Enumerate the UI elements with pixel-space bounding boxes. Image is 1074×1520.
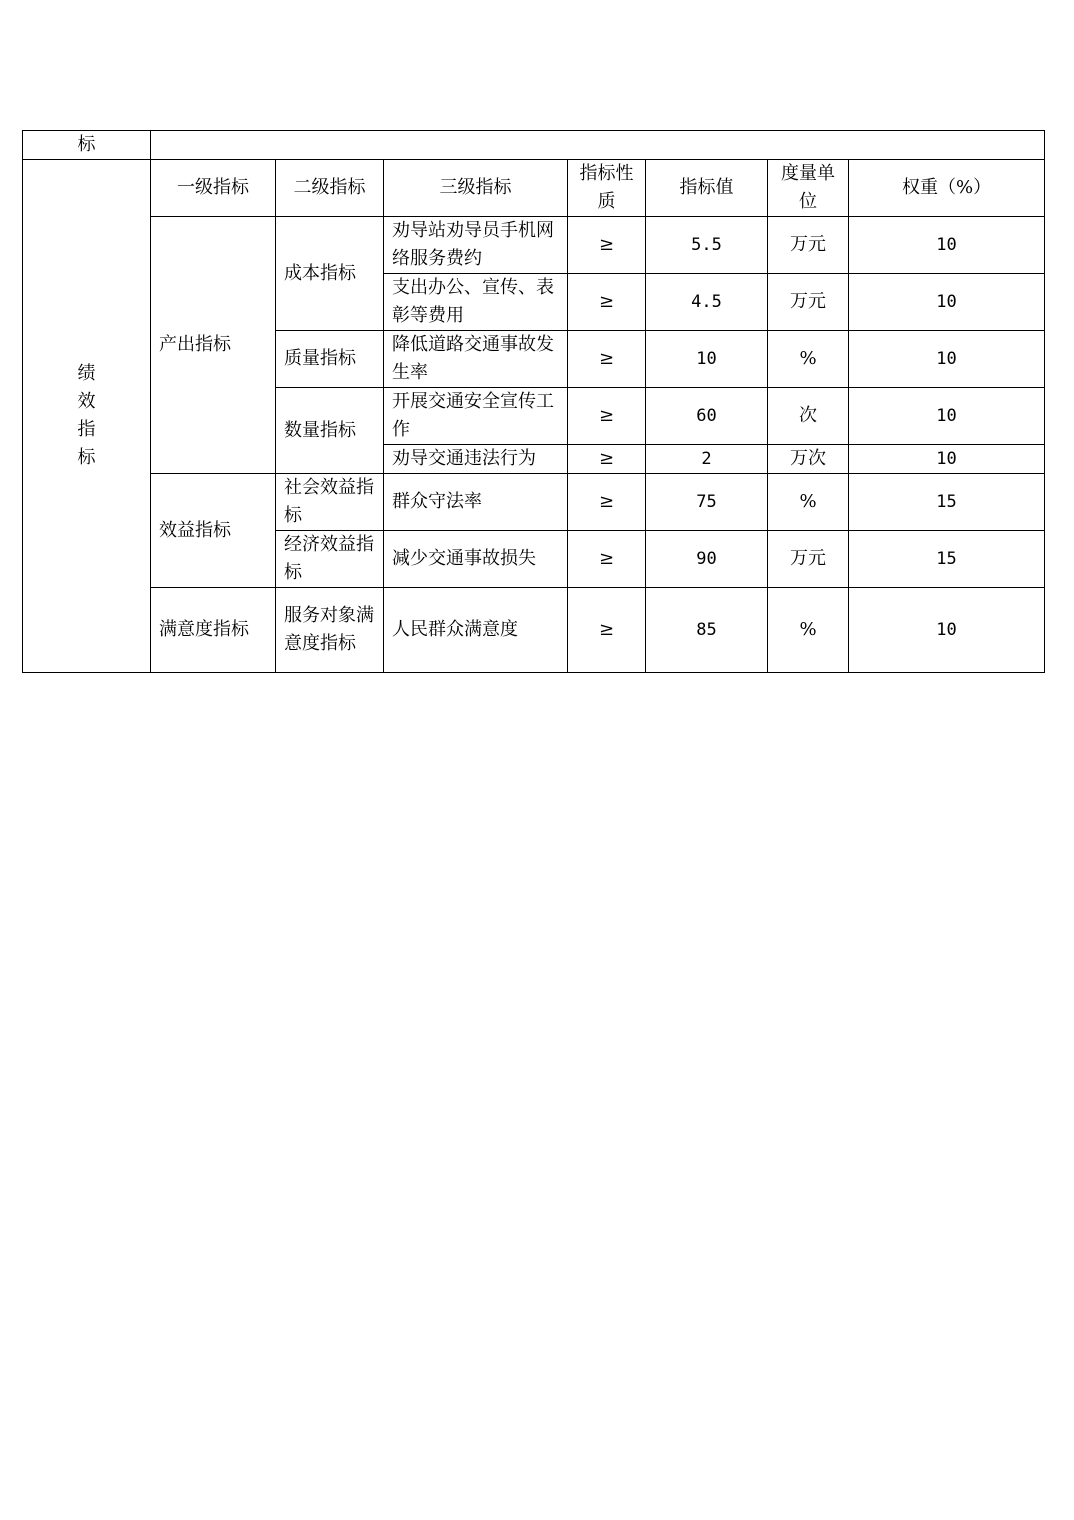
header-level2: 二级指标 xyxy=(276,160,384,217)
value-cell: 75 xyxy=(646,474,768,531)
indicator-cell: 降低道路交通事故发生率 xyxy=(384,331,568,388)
nature-cell: ≥ xyxy=(568,588,646,673)
subgroup-economic: 经济效益指标 xyxy=(276,531,384,588)
nature-cell: ≥ xyxy=(568,274,646,331)
performance-indicator-table xyxy=(22,130,1045,673)
weight-cell: 15 xyxy=(849,474,1045,531)
header-value: 指标值 xyxy=(646,160,768,217)
subgroup-service: 服务对象满意度指标 xyxy=(276,588,384,673)
section-label xyxy=(23,160,151,673)
header-level3: 三级指标 xyxy=(384,160,568,217)
weight-cell: 10 xyxy=(849,331,1045,388)
header-unit: 度量单位 xyxy=(768,160,849,217)
unit-cell: % xyxy=(768,331,849,388)
unit-cell: 次 xyxy=(768,388,849,445)
group-satisfaction: 满意度指标 xyxy=(151,588,276,673)
value-cell: 10 xyxy=(646,331,768,388)
unit-cell: % xyxy=(768,474,849,531)
nature-cell: ≥ xyxy=(568,217,646,274)
nature-cell: ≥ xyxy=(568,531,646,588)
unit-cell: 万次 xyxy=(768,445,849,474)
indicator-cell: 人民群众满意度 xyxy=(384,588,568,673)
indicator-cell: 支出办公、宣传、表彰等费用 xyxy=(384,274,568,331)
value-cell: 2 xyxy=(646,445,768,474)
value-cell: 4.5 xyxy=(646,274,768,331)
subgroup-cost: 成本指标 xyxy=(276,217,384,331)
group-benefit: 效益指标 xyxy=(151,474,276,588)
weight-cell: 10 xyxy=(849,217,1045,274)
weight-cell: 10 xyxy=(849,445,1045,474)
weight-cell: 10 xyxy=(849,388,1045,445)
nature-cell: ≥ xyxy=(568,474,646,531)
indicator-cell: 群众守法率 xyxy=(384,474,568,531)
subgroup-social: 社会效益指标 xyxy=(276,474,384,531)
table-row xyxy=(23,588,1045,673)
table-row xyxy=(23,217,1045,274)
indicator-cell: 开展交通安全宣传工作 xyxy=(384,388,568,445)
weight-cell: 15 xyxy=(849,531,1045,588)
unit-cell: 万元 xyxy=(768,531,849,588)
subgroup-quality: 质量指标 xyxy=(276,331,384,388)
header-weight: 权重（%） xyxy=(849,160,1045,217)
nature-cell: ≥ xyxy=(568,331,646,388)
section-label-char: 指 xyxy=(77,419,96,440)
nature-cell: ≥ xyxy=(568,388,646,445)
section-label-char: 绩 xyxy=(77,363,96,384)
header-nature: 指标性质 xyxy=(568,160,646,217)
group-output: 产出指标 xyxy=(151,217,276,474)
section-label-char: 效 xyxy=(77,391,96,412)
indicator-cell: 减少交通事故损失 xyxy=(384,531,568,588)
value-cell: 5.5 xyxy=(646,217,768,274)
table-row xyxy=(23,131,1045,160)
weight-cell: 10 xyxy=(849,274,1045,331)
weight-cell: 10 xyxy=(849,588,1045,673)
header-row xyxy=(23,160,1045,217)
value-cell: 60 xyxy=(646,388,768,445)
value-cell: 90 xyxy=(646,531,768,588)
unit-cell: 万元 xyxy=(768,217,849,274)
subgroup-quantity: 数量指标 xyxy=(276,388,384,474)
header-level1: 一级指标 xyxy=(151,160,276,217)
unit-cell: % xyxy=(768,588,849,673)
table-row xyxy=(23,474,1045,531)
indicator-cell: 劝导交通违法行为 xyxy=(384,445,568,474)
top-row-label: 标 xyxy=(23,131,151,160)
nature-cell: ≥ xyxy=(568,445,646,474)
unit-cell: 万元 xyxy=(768,274,849,331)
value-cell: 85 xyxy=(646,588,768,673)
indicator-cell: 劝导站劝导员手机网络服务费约 xyxy=(384,217,568,274)
section-label-char: 标 xyxy=(77,447,96,468)
top-row-value xyxy=(151,131,1045,160)
